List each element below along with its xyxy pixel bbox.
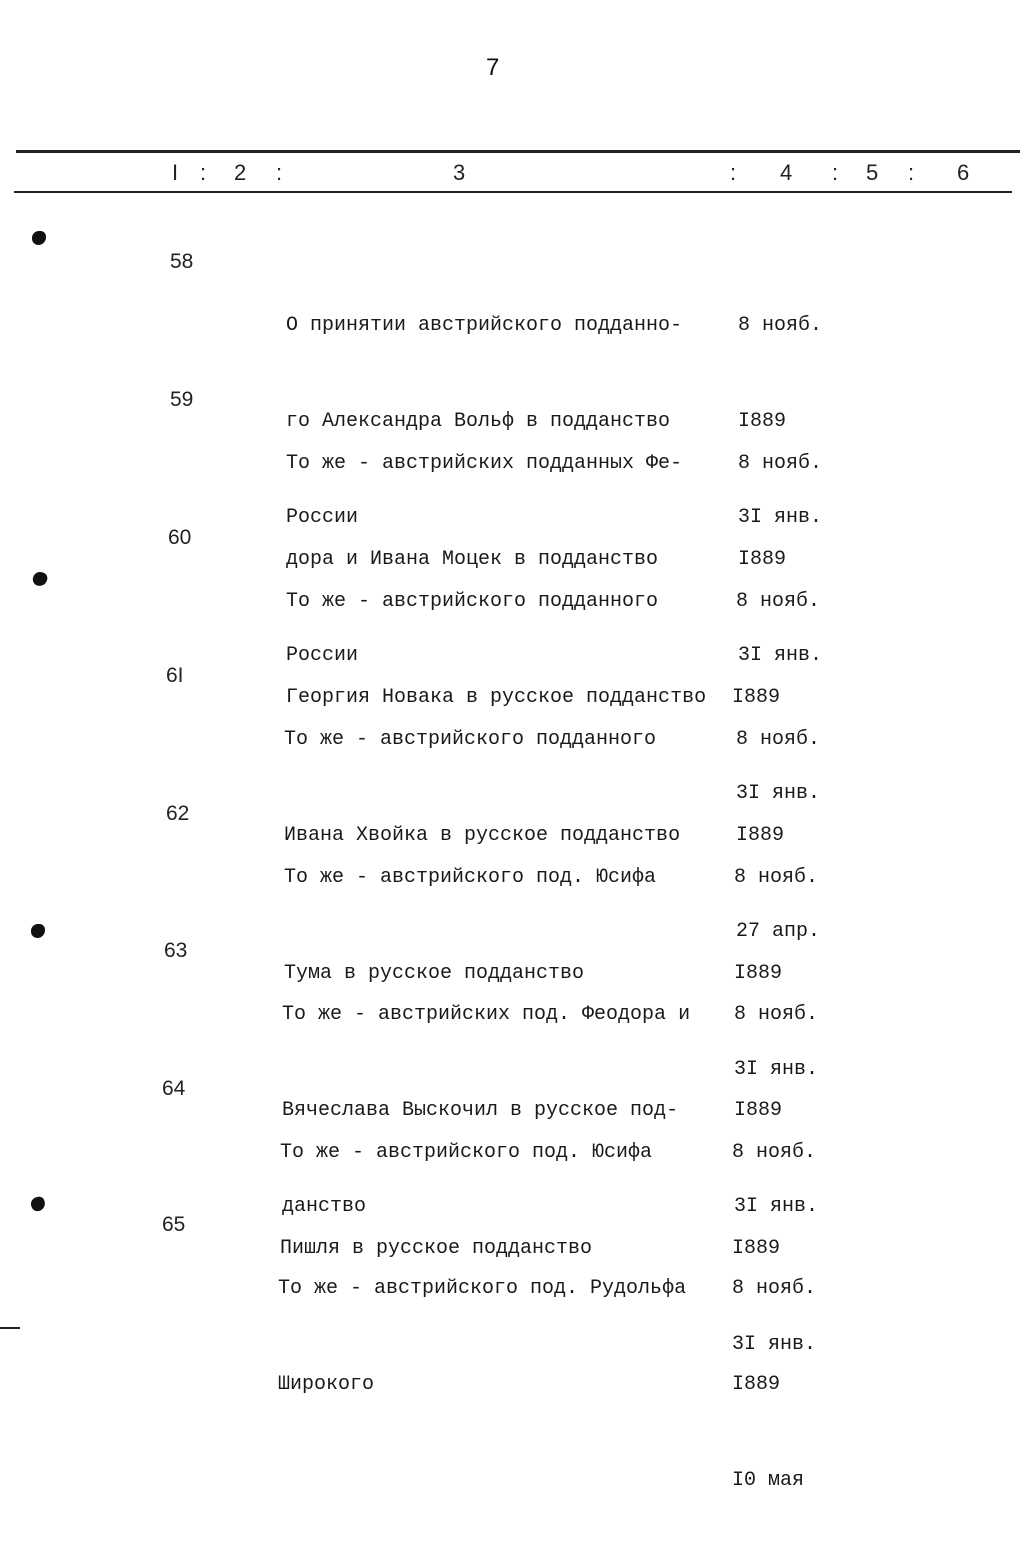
entry-title-line: России <box>286 644 359 667</box>
column-separator: : <box>276 160 283 185</box>
entry-title-line: То же - австрийских под. Феодора и <box>282 1003 691 1026</box>
entry-title-line: го Александра Вольф в подданство <box>286 410 671 433</box>
entry-title-line: Широкого <box>278 1373 375 1396</box>
entry-title <box>278 1209 686 1561</box>
entry-number: 6I <box>166 664 184 687</box>
entry-end-date: 3I янв. <box>732 1333 817 1356</box>
entry-title-line: То же - австрийского подданного <box>284 728 657 751</box>
entry-dates <box>732 1209 816 1561</box>
entry-number: 64 <box>162 1077 186 1100</box>
entry-title-line: То же - австрийских подданных Фе- <box>286 452 683 475</box>
entry-start-date: 8 нояб. <box>738 314 823 337</box>
entry-start-date: 8 нояб. <box>734 866 819 889</box>
entry-year: I889 <box>738 410 787 433</box>
entry-number: 60 <box>168 526 192 549</box>
column-header-1: I <box>172 160 179 185</box>
entry-year: I889 <box>732 686 781 709</box>
entry-number: 59 <box>170 388 194 411</box>
entry-title-line: То же - австрийского под. Юсифа <box>284 866 657 889</box>
entry-start-date: 8 нояб. <box>732 1141 817 1164</box>
entry-end-date: 3I янв. <box>738 644 823 667</box>
entry-number: 62 <box>166 802 190 825</box>
entry-number: 58 <box>170 250 194 273</box>
entry-year: I889 <box>736 824 785 847</box>
entry-title-line: Ивана Хвойка в русское подданство <box>284 824 681 847</box>
entry-title-line: Георгия Новака в русское подданство <box>286 686 707 709</box>
entry-start-date: 8 нояб. <box>736 728 821 751</box>
binding-hole-mark <box>32 231 46 245</box>
entry-number: 63 <box>164 939 188 962</box>
entry-start-date: 8 нояб. <box>738 452 823 475</box>
entry-start-date: 8 нояб. <box>734 1003 819 1026</box>
column-separator: : <box>200 160 207 185</box>
entry-title-line: То же - австрийского под. Юсифа <box>280 1141 653 1164</box>
entry-year: I889 <box>732 1237 781 1260</box>
page-number: 7 <box>486 54 500 81</box>
column-header-4: 4 <box>780 160 793 185</box>
column-header-2: 2 <box>234 160 247 185</box>
entry-title-line: Пишля в русское подданство <box>280 1237 593 1260</box>
entry-title-line: Вячеслава Выскочил в русское под- <box>282 1099 679 1122</box>
entry-end-date: 3I янв. <box>738 506 823 529</box>
entry-title-line: дора и Ивана Моцек в подданство <box>286 548 659 571</box>
entry-title-line <box>278 1465 686 1497</box>
entry-end-date: 3I янв. <box>736 782 821 805</box>
entry-end-date: I0 мая <box>732 1469 805 1492</box>
table-header-top-rule <box>16 150 1020 153</box>
entry-title-line: То же - австрийского подданного <box>286 590 659 613</box>
margin-dash-mark <box>0 1327 20 1329</box>
entry-year: I889 <box>738 548 787 571</box>
column-header-3: 3 <box>453 160 466 185</box>
entry-year: I889 <box>732 1373 781 1396</box>
table-header-bottom-rule <box>14 191 1012 193</box>
entry-end-date: 3I янв. <box>734 1058 819 1081</box>
column-separator: : <box>832 160 839 185</box>
entry-title-line: России <box>286 506 359 529</box>
entry-number: 65 <box>162 1213 186 1236</box>
column-separator: : <box>908 160 915 185</box>
entry-start-date: 8 нояб. <box>736 590 821 613</box>
entry-year: I889 <box>734 962 783 985</box>
entry-title-line: Тума в русское подданство <box>284 962 585 985</box>
entry-year: I889 <box>734 1099 783 1122</box>
column-separator: : <box>730 160 737 185</box>
entry-end-date: 3I янв. <box>734 1195 819 1218</box>
entry-title-line: О принятии австрийского подданно- <box>286 314 683 337</box>
entry-start-date: 8 нояб. <box>732 1277 817 1300</box>
entry-title-line: данство <box>282 1195 367 1218</box>
column-header-6: 6 <box>957 160 970 185</box>
entry-end-date: 27 апр. <box>736 920 821 943</box>
entry-title-line: То же - австрийского под. Рудольфа <box>278 1277 687 1300</box>
column-header-5: 5 <box>866 160 879 185</box>
